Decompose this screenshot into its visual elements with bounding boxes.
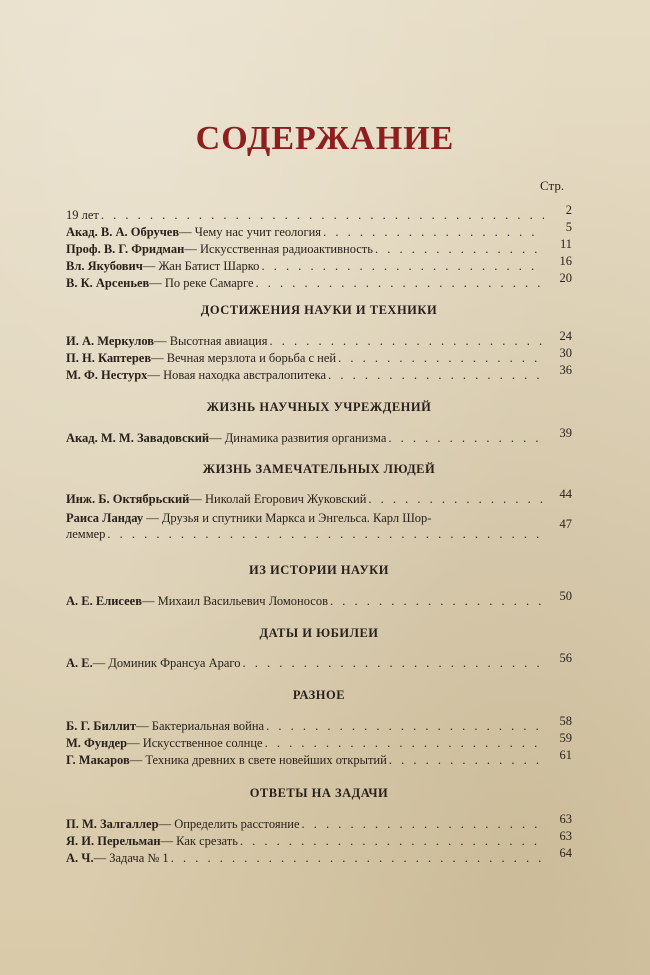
leader-dots (265, 735, 544, 751)
leader-dots (368, 491, 544, 507)
section-heading: ЖИЗНЬ НАУЧНЫХ УЧРЕЖДЕНИЙ (206, 400, 432, 414)
entry-title-continued: леммер (66, 527, 106, 541)
entry-author: П. Н. Каптерев (66, 351, 152, 365)
entry-line-1 (66, 510, 572, 526)
entry-title: — Техника древних в свете новейших открытий (129, 753, 387, 767)
entry-author: А. Е. (66, 656, 93, 670)
leader-dots (338, 350, 544, 366)
toc-entry[interactable] (66, 812, 572, 832)
entry-title: — Определить расстояние (158, 817, 300, 831)
toc-entry[interactable] (66, 589, 572, 609)
entry-page: 56 (559, 651, 572, 665)
toc-entry[interactable] (66, 237, 572, 257)
entry-author: Г. Макаров (66, 753, 130, 767)
toc-entry[interactable] (66, 254, 572, 274)
toc-entry[interactable] (66, 363, 572, 383)
entry-author: Раиса Ландау (66, 511, 144, 525)
entry-title: — Искусственное солнце (127, 736, 263, 750)
entry-title: — Николай Егорович Жуковский (189, 492, 367, 506)
entry-title: — Высотная авиация (154, 334, 268, 348)
leader-dots (240, 833, 544, 849)
entry-author: Акад. М. М. Завадовский (66, 431, 210, 445)
section-heading: ОТВЕТЫ НА ЗАДАЧИ (249, 786, 389, 800)
toc-entry[interactable] (66, 203, 572, 223)
entry-page: 5 (565, 220, 572, 234)
entry-author: Вл. Якубович (66, 259, 143, 273)
entry-title: — Вечная мерзлота и борьба с ней (151, 351, 337, 365)
entry-author: А. Ч. (66, 851, 94, 865)
toc-entry[interactable] (66, 220, 572, 240)
entry-title: — По реке Самарге (149, 276, 254, 290)
entry-page: 36 (559, 363, 572, 377)
entry-title: — Бактериальная война (136, 719, 265, 733)
entry-title: — Друзья и спутники Маркса и Энгельса. Карл Шор- (143, 511, 432, 525)
toc-entry[interactable] (66, 731, 572, 751)
entry-author: П. М. Залгаллер (66, 817, 159, 831)
entry-author: А. Е. Елисеев (66, 594, 142, 608)
leader-dots (330, 593, 544, 609)
entry-page: 63 (559, 812, 572, 826)
entry-page: 20 (559, 271, 572, 285)
entry-page: 39 (559, 426, 572, 440)
leader-dots (323, 224, 544, 240)
leader-dots (243, 655, 545, 671)
toc-entry[interactable] (66, 346, 572, 366)
entry-page: 11 (559, 237, 572, 251)
leader-dots (328, 367, 544, 383)
entry-title: — Как срезать (160, 834, 238, 848)
entry-page: 58 (559, 714, 572, 728)
leader-dots (101, 207, 544, 223)
leader-dots (107, 526, 544, 542)
toc-entry[interactable] (66, 426, 572, 446)
leader-dots (388, 430, 544, 446)
entry-page: 63 (559, 829, 572, 843)
entry-page: 50 (559, 589, 572, 603)
section-heading: ИЗ ИСТОРИИ НАУКИ (249, 563, 389, 577)
entry-page: 30 (559, 346, 572, 360)
leader-dots (171, 850, 544, 866)
entry-title: — Доминик Франсуа Араго (92, 656, 241, 670)
toc-entry[interactable] (66, 271, 572, 291)
entry-author: М. Фундер (66, 736, 128, 750)
toc-entry[interactable] (66, 329, 572, 349)
entry-page: 61 (559, 748, 572, 762)
entry-title: — Искусственная радиоактивность (184, 242, 373, 256)
page-column-header: Стр. (540, 178, 565, 193)
leader-dots (389, 752, 544, 768)
entry-author: Акад. В. А. Обручев (66, 225, 180, 239)
toc-entry[interactable] (66, 829, 572, 849)
toc-entry[interactable] (66, 748, 572, 768)
leader-dots (256, 275, 544, 291)
leader-dots (375, 241, 544, 257)
entry-page: 16 (559, 254, 572, 268)
toc-entry[interactable] (66, 510, 572, 542)
entry-author: Проф. В. Г. Фридман (66, 242, 185, 256)
entry-title: — Чему нас учит геология (179, 225, 322, 239)
section-heading: ЖИЗНЬ ЗАМЕЧАТЕЛЬНЫХ ЛЮДЕЙ (202, 462, 436, 476)
entry-title: 19 лет (66, 208, 99, 222)
toc-entry[interactable] (66, 487, 572, 507)
entry-title: — Задача № 1 (93, 851, 169, 865)
entry-page: 24 (559, 329, 572, 343)
entry-author: Инж. Б. Октябрьский (66, 492, 190, 506)
entry-title: — Новая находка австралопитека (147, 368, 327, 382)
entry-page: 64 (559, 846, 572, 860)
entry-page: 47 (559, 517, 572, 531)
toc-entry[interactable] (66, 846, 572, 866)
page-title: СОДЕРЖАНИЕ (195, 120, 455, 157)
entry-page: 44 (559, 487, 572, 501)
entry-author: Б. Г. Биллит (66, 719, 137, 733)
entry-page: 59 (559, 731, 572, 745)
entry-title: — Динамика развития организма (209, 431, 387, 445)
toc-entry[interactable] (66, 714, 572, 734)
leader-dots (269, 333, 544, 349)
entry-title: — Михаил Васильевич Ломоносов (141, 594, 328, 608)
entry-author: М. Ф. Нестурх (66, 368, 148, 382)
leader-dots (302, 816, 544, 832)
entry-author: И. А. Меркулов (66, 334, 155, 348)
entry-page: 2 (565, 203, 572, 217)
entry-title: — Жан Батист Шарко (142, 259, 260, 273)
section-heading: ДОСТИЖЕНИЯ НАУКИ И ТЕХНИКИ (200, 303, 438, 317)
toc-entry[interactable] (66, 651, 572, 671)
entry-author: Я. И. Перельман (66, 834, 161, 848)
leader-dots (261, 258, 544, 274)
entry-author: В. К. Арсеньев (66, 276, 150, 290)
leader-dots (266, 718, 544, 734)
section-heading: РАЗНОЕ (292, 688, 346, 702)
section-heading: ДАТЫ И ЮБИЛЕИ (259, 626, 379, 640)
